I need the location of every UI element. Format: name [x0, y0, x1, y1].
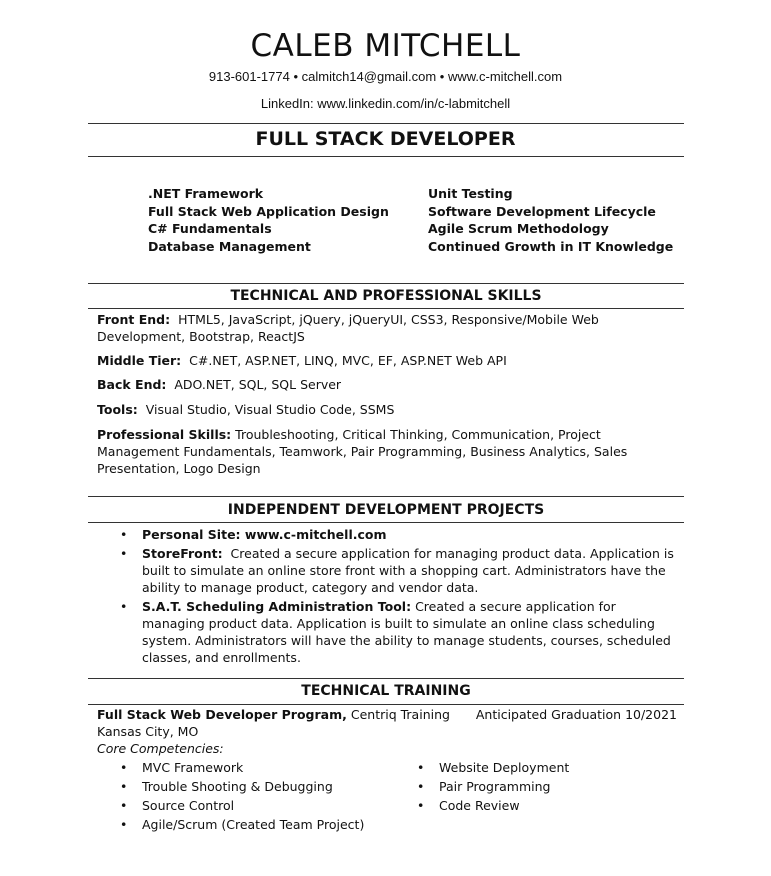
back-end-label: Back End: — [97, 377, 167, 392]
divider — [88, 156, 684, 157]
tools-label: Tools: — [97, 402, 138, 417]
core-skill-item: Software Development Lifecycle — [428, 203, 656, 219]
project-label: S.A.T. Scheduling Administration Tool: — [142, 599, 412, 614]
core-skill-item: .NET Framework — [148, 186, 264, 201]
divider — [88, 678, 684, 679]
bullet-dot-icon: • — [120, 817, 128, 832]
project-description: Created a secure application for managing product data. Application is built to simulate an online store front with a shopping cart. Administrators have the ability to manage product, category and vendor data. — [142, 546, 674, 595]
tools-value: Visual Studio, Visual Studio Code, SSMS — [145, 402, 395, 417]
competency-item: Trouble Shooting & Debugging — [142, 779, 333, 794]
core-skill-item: Database Management — [148, 238, 311, 254]
competency-item: Pair Programming — [439, 779, 551, 794]
program-name: Full Stack Web Developer Program, — [97, 707, 347, 722]
bullet-dot-icon: • — [120, 798, 128, 813]
core-skill-item: Continued Growth in IT Knowledge — [428, 238, 674, 254]
divider — [88, 704, 684, 705]
competency-item: MVC Framework — [142, 760, 244, 775]
core-skills-right — [428, 185, 673, 255]
divider — [88, 496, 684, 497]
candidate-name: CALEB MITCHELL — [250, 28, 521, 64]
competency-item: Code Review — [439, 798, 520, 813]
bullet-dot-icon: • — [120, 527, 128, 542]
core-skill-item: C# Fundamentals — [148, 221, 272, 236]
professional-skills — [97, 426, 677, 477]
training-program-row — [97, 706, 677, 723]
competency-item: Agile/Scrum (Created Team Project) — [142, 817, 365, 832]
divider — [88, 522, 684, 523]
training-location: Kansas City, MO — [97, 724, 199, 739]
middle-tier-value: C#.NET, ASP.NET, LINQ, MVC, EF, ASP.NET Web API — [189, 353, 507, 368]
core-skill-item: Full Stack Web Application Design — [148, 203, 389, 219]
project-label: Personal Site: www.c-mitchell.com — [142, 527, 387, 542]
core-skill-item: Unit Testing — [428, 186, 513, 201]
back-end-value: ADO.NET, SQL, SQL Server — [174, 377, 342, 392]
graduation-date: Anticipated Graduation 10/2021 — [475, 707, 677, 722]
middle-tier-skills — [97, 352, 677, 369]
divider — [88, 283, 684, 284]
project-item-sat-tool — [142, 598, 682, 666]
section-title-skills: TECHNICAL AND PROFESSIONAL SKILLS — [230, 288, 542, 304]
bullet-dot-icon: • — [120, 760, 128, 775]
professional-label: Professional Skills: — [97, 427, 232, 442]
headline-title: FULL STACK DEVELOPER — [255, 128, 516, 150]
section-title-projects: INDEPENDENT DEVELOPMENT PROJECTS — [227, 502, 545, 518]
contact-line: 913-601-1774 • calmitch14@gmail.com • www.c-mitchell.com — [208, 69, 563, 84]
front-end-label: Front End: — [97, 312, 171, 327]
bullet-dot-icon: • — [417, 760, 425, 775]
bullet-dot-icon: • — [417, 779, 425, 794]
competencies-label: Core Competencies: — [97, 741, 224, 756]
middle-tier-label: Middle Tier: — [97, 353, 182, 368]
project-description: Created a secure application for managing product data. Application is built to simulate an online class scheduling system. Administrators will have the ability to manage students, courses, scheduled classes, and enrollments. — [142, 599, 671, 665]
tools-skills — [97, 401, 677, 418]
core-skills-left — [148, 185, 389, 255]
core-skill-item: Agile Scrum Methodology — [428, 221, 609, 236]
section-title-training: TECHNICAL TRAINING — [301, 683, 471, 699]
bullet-dot-icon: • — [120, 779, 128, 794]
school-name: Centriq Training — [350, 707, 450, 722]
divider — [88, 123, 684, 124]
project-item-storefront — [142, 545, 682, 596]
bullet-dot-icon: • — [120, 599, 128, 614]
project-item-personal-site — [142, 526, 682, 543]
back-end-skills — [97, 376, 677, 393]
project-label: StoreFront: — [142, 546, 223, 561]
front-end-value: HTML5, JavaScript, jQuery, jQueryUI, CSS3, Responsive/Mobile Web Development, Bootstrap, ReactJS — [97, 312, 599, 344]
competency-item: Website Deployment — [439, 760, 570, 775]
bullet-dot-icon: • — [417, 798, 425, 813]
bullet-dot-icon: • — [120, 546, 128, 561]
front-end-skills — [97, 311, 677, 345]
divider — [88, 308, 684, 309]
professional-value: Troubleshooting, Critical Thinking, Communication, Project Management Fundamentals, Teamwork, Pair Programming, Business Analytics, Sales Presentation, Logo Design — [97, 427, 628, 476]
linkedin-line: LinkedIn: www.linkedin.com/in/c-labmitchell — [260, 96, 511, 111]
competency-item: Source Control — [142, 798, 235, 813]
